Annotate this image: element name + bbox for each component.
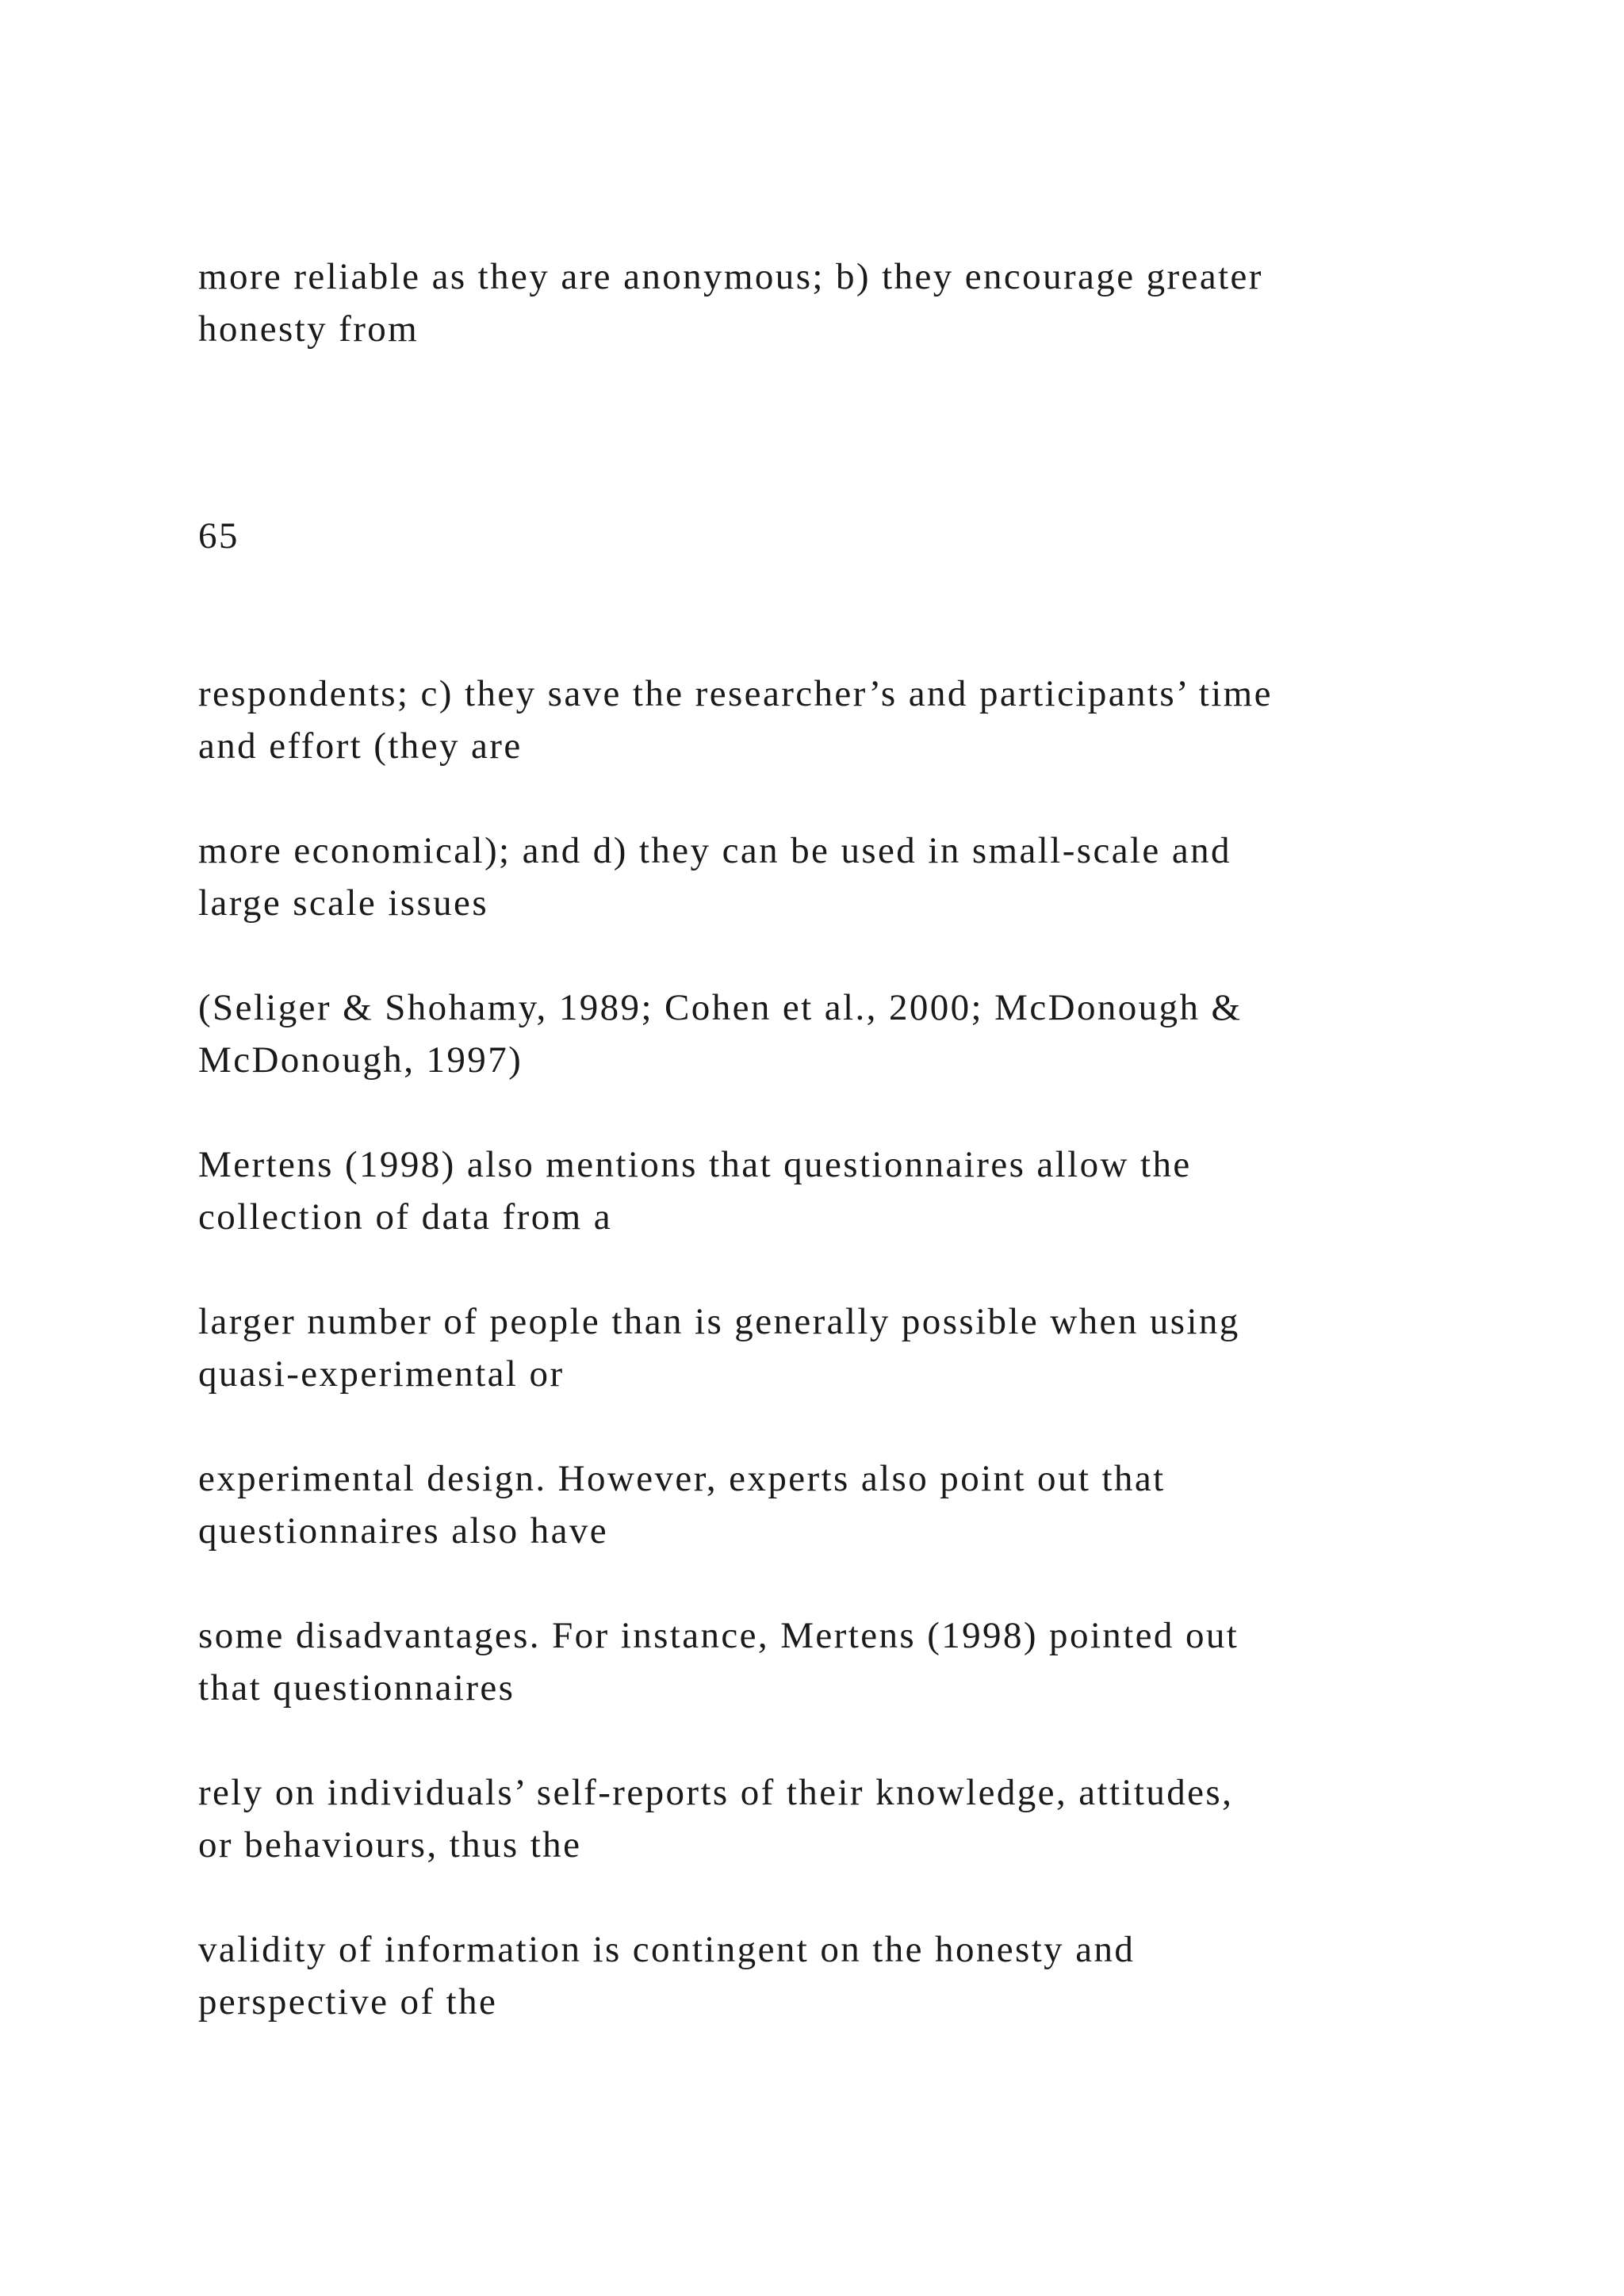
text-line: questionnaires also have [198,1510,609,1552]
paragraph-2 [198,668,1507,772]
text-line: or behaviours, thus the [198,1824,582,1866]
text-line: McDonough, 1997) [198,1039,523,1081]
paragraph-7 [198,1452,1507,1557]
text-line: honesty from [198,308,419,350]
paragraph-9 [198,1766,1507,1871]
paragraph-8 [198,1609,1507,1714]
text-line: more reliable as they are anonymous; b) they encourage greater [198,256,1263,297]
text-line: (Seliger & Shohamy, 1989; Cohen et al., 2000; McDonough & [198,987,1243,1028]
text-line: collection of data from a [198,1196,612,1238]
paragraph-3 [198,825,1507,929]
text-line: larger number of people than is generally possible when using [198,1301,1240,1342]
text-line: more economical); and d) they can be used in small-scale and [198,830,1231,871]
page-number-text: 65 [198,515,239,557]
paragraph-10 [198,1923,1507,2028]
paragraph-1 [198,251,1507,355]
page-number [198,510,1507,562]
text-line: respondents; c) they save the researcher’s and participants’ time [198,673,1273,714]
text-line: some disadvantages. For instance, Mertens (1998) pointed out [198,1615,1239,1656]
paragraph-6 [198,1295,1507,1400]
text-line: that questionnaires [198,1667,515,1709]
text-line: and effort (they are [198,725,523,767]
text-line: perspective of the [198,1981,498,2022]
paragraph-5 [198,1138,1507,1243]
text-line: quasi-experimental or [198,1353,565,1395]
text-line: Mertens (1998) also mentions that questionnaires allow the [198,1144,1192,1185]
text-line: large scale issues [198,882,489,924]
text-line: experimental design. However, experts also point out that [198,1458,1166,1499]
paragraph-4 [198,982,1507,1086]
text-line: rely on individuals’ self-reports of their knowledge, attitudes, [198,1772,1234,1813]
text-line: validity of information is contingent on the honesty and [198,1929,1136,1970]
